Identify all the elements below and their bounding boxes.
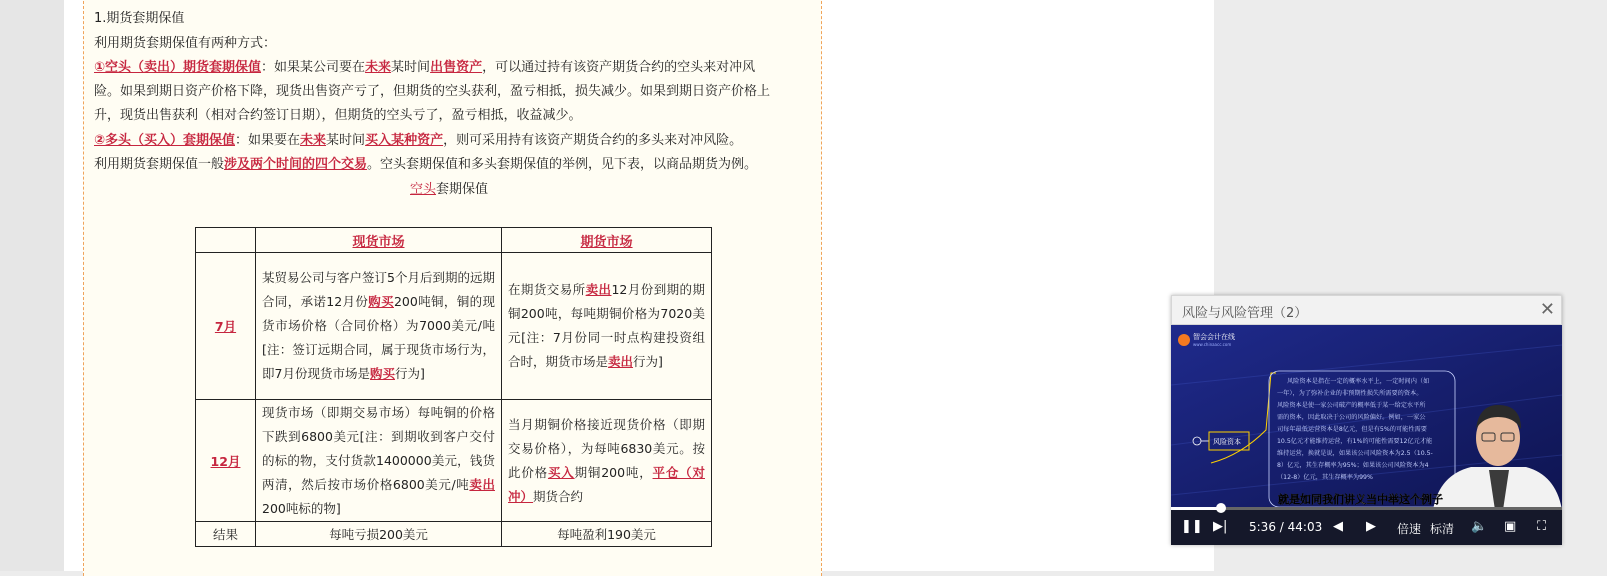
- row-month-july: 7月: [196, 253, 256, 400]
- intro-text: 利用期货套期保值有两种方式：: [94, 36, 277, 51]
- left-gutter: [0, 0, 64, 571]
- summary-line: 利用期货套期保值一般涉及两个时间的四个交易。空头套期保值和多头套期保值的举例，见下表，以商品期货为例。: [94, 157, 758, 172]
- section-heading: 1.期货套期保值: [94, 11, 185, 26]
- table-row: [196, 253, 712, 400]
- row-result-label: 结果: [196, 522, 256, 547]
- slide-logo-sub: www.chinaacc.com: [1193, 342, 1232, 347]
- next-icon[interactable]: ▶|: [1213, 519, 1228, 534]
- short-hedge-line1: ①空头（卖出）期货套期保值：如果某公司要在未来某时间出售资产，可以通过持有该资产期货合约的空头来对冲风: [94, 60, 756, 75]
- progress-fill: [1171, 507, 1221, 510]
- cell-spot-july: 某贸易公司与客户签订5个月后到期的远期合同，承诺12月份购买200吨铜，铜的现货市场价格（合同价格）为7000美元/吨[注：签订远期合同，属于现货市场行为，即7月份现货市场是购买行为]: [256, 253, 502, 400]
- short-hedge-label: ①空头（卖出）期货套期保值: [94, 60, 262, 75]
- video-frame[interactable]: [1171, 325, 1562, 510]
- long-hedge-label: ②多头（买入）套期保值: [94, 133, 236, 148]
- row-month-december: 12月: [196, 400, 256, 522]
- header-futures-market: 期货市场: [502, 228, 712, 253]
- player-title: 风险与风险管理（2）: [1182, 306, 1308, 321]
- video-subtitle: 就是如同我们讲义当中举这个例子: [1278, 493, 1443, 506]
- slide-text-line: 维持运营，换就是说，如果该公司风险资本为2.5（10.5-: [1277, 450, 1433, 457]
- forward-icon[interactable]: ▶: [1366, 519, 1376, 534]
- table-row: [196, 400, 712, 522]
- header-spot-market: 现货市场: [256, 228, 502, 253]
- lecture-slide: [1171, 325, 1562, 510]
- long-hedge-line: ②多头（买入）套期保值：如果要在未来某时间买入某种资产，则可采用持有该资产期货合约的多头来对冲风险。: [94, 133, 743, 148]
- pause-icon[interactable]: ❚❚: [1181, 519, 1203, 534]
- cell-futures-july: 在期货交易所卖出12月份到期的期铜200吨，每吨期铜价格为7020美元[注：7月份同一时点构建投资组合时，期货市场是卖出行为]: [502, 253, 712, 400]
- slide-text-line: 8）亿元，其生存概率为95%；如果该公司风险资本为4: [1277, 462, 1429, 469]
- speed-button[interactable]: 倍速: [1397, 522, 1422, 536]
- player-titlebar[interactable]: [1171, 295, 1562, 325]
- slide-logo: 智会会计在线: [1193, 333, 1235, 341]
- volume-icon[interactable]: 🔈: [1471, 519, 1488, 534]
- slide-text-line: （12-8）亿元，其生存概率为99%: [1277, 474, 1373, 481]
- table-row: [196, 522, 712, 547]
- progress-knob[interactable]: [1216, 503, 1226, 513]
- header-blank: [196, 228, 256, 253]
- cell-spot-december: 现货市场（即期交易市场）每吨铜的价格下跌到6800美元[注：到期收到客户交付的标的物，支付货款1400000美元，钱货两清，然后按市场价格6800美元/吨卖出200吨标的物]: [256, 400, 502, 522]
- time-display: 5:36 / 44:03: [1249, 520, 1323, 534]
- player-control-bar: [1171, 510, 1562, 545]
- short-hedge-line3: 升，现货出售获利（相对合约签订日期），但期货的空头亏了，盈亏相抵，收益减少。: [94, 108, 582, 123]
- slide-text-line: 风险资本是指在一定的概率水平上，一定时间内（如: [1287, 378, 1430, 385]
- video-player[interactable]: [1171, 295, 1562, 545]
- slide-text-lines: [1277, 377, 1433, 481]
- slide-text-line: 司每年最低运营资本是8亿元，但是有5%的可能性需要: [1277, 426, 1427, 433]
- cell-spot-result: 每吨亏损200美元: [256, 522, 502, 547]
- picture-in-picture-icon[interactable]: ▣: [1504, 519, 1517, 534]
- close-icon[interactable]: ✕: [1539, 299, 1555, 320]
- table-caption: 空头套期保值: [410, 182, 489, 197]
- slide-text-line: 需的资本，因此取决于公司的风险偏好。例如，一家公: [1277, 414, 1426, 421]
- slide-text-line: 一年），为了弥补企业的非预期性损失所需要的资本。: [1277, 390, 1423, 397]
- slide-text-line: 风险资本是使一家公司破产的概率低于某一给定水平所: [1277, 402, 1426, 409]
- diagram-label: 风险资本: [1213, 438, 1241, 446]
- hedge-example-table: [195, 227, 712, 547]
- slide-text-line: 10.5亿元才能维持运营，有1%的可能性需要12亿元才能: [1277, 438, 1433, 445]
- quality-button[interactable]: 标清: [1430, 522, 1455, 536]
- fullscreen-icon[interactable]: ⛶: [1537, 519, 1547, 534]
- short-hedge-line2: 险。如果到期日资产价格下降，现货出售资产亏了，但期货的空头获利，盈亏相抵，损失减少。如果到期日资产价格上: [94, 84, 771, 99]
- logo-icon: [1178, 334, 1190, 346]
- rewind-icon[interactable]: ◀: [1333, 519, 1343, 534]
- table-header-row: [196, 228, 712, 253]
- cell-futures-december: 当月期铜价格接近现货价格（即期交易价格），为每吨6830美元。按此价格买入期铜200吨，平仓（对冲）期货合约: [502, 400, 712, 522]
- cell-futures-result: 每吨盈利190美元: [502, 522, 712, 547]
- progress-track[interactable]: [1171, 507, 1562, 510]
